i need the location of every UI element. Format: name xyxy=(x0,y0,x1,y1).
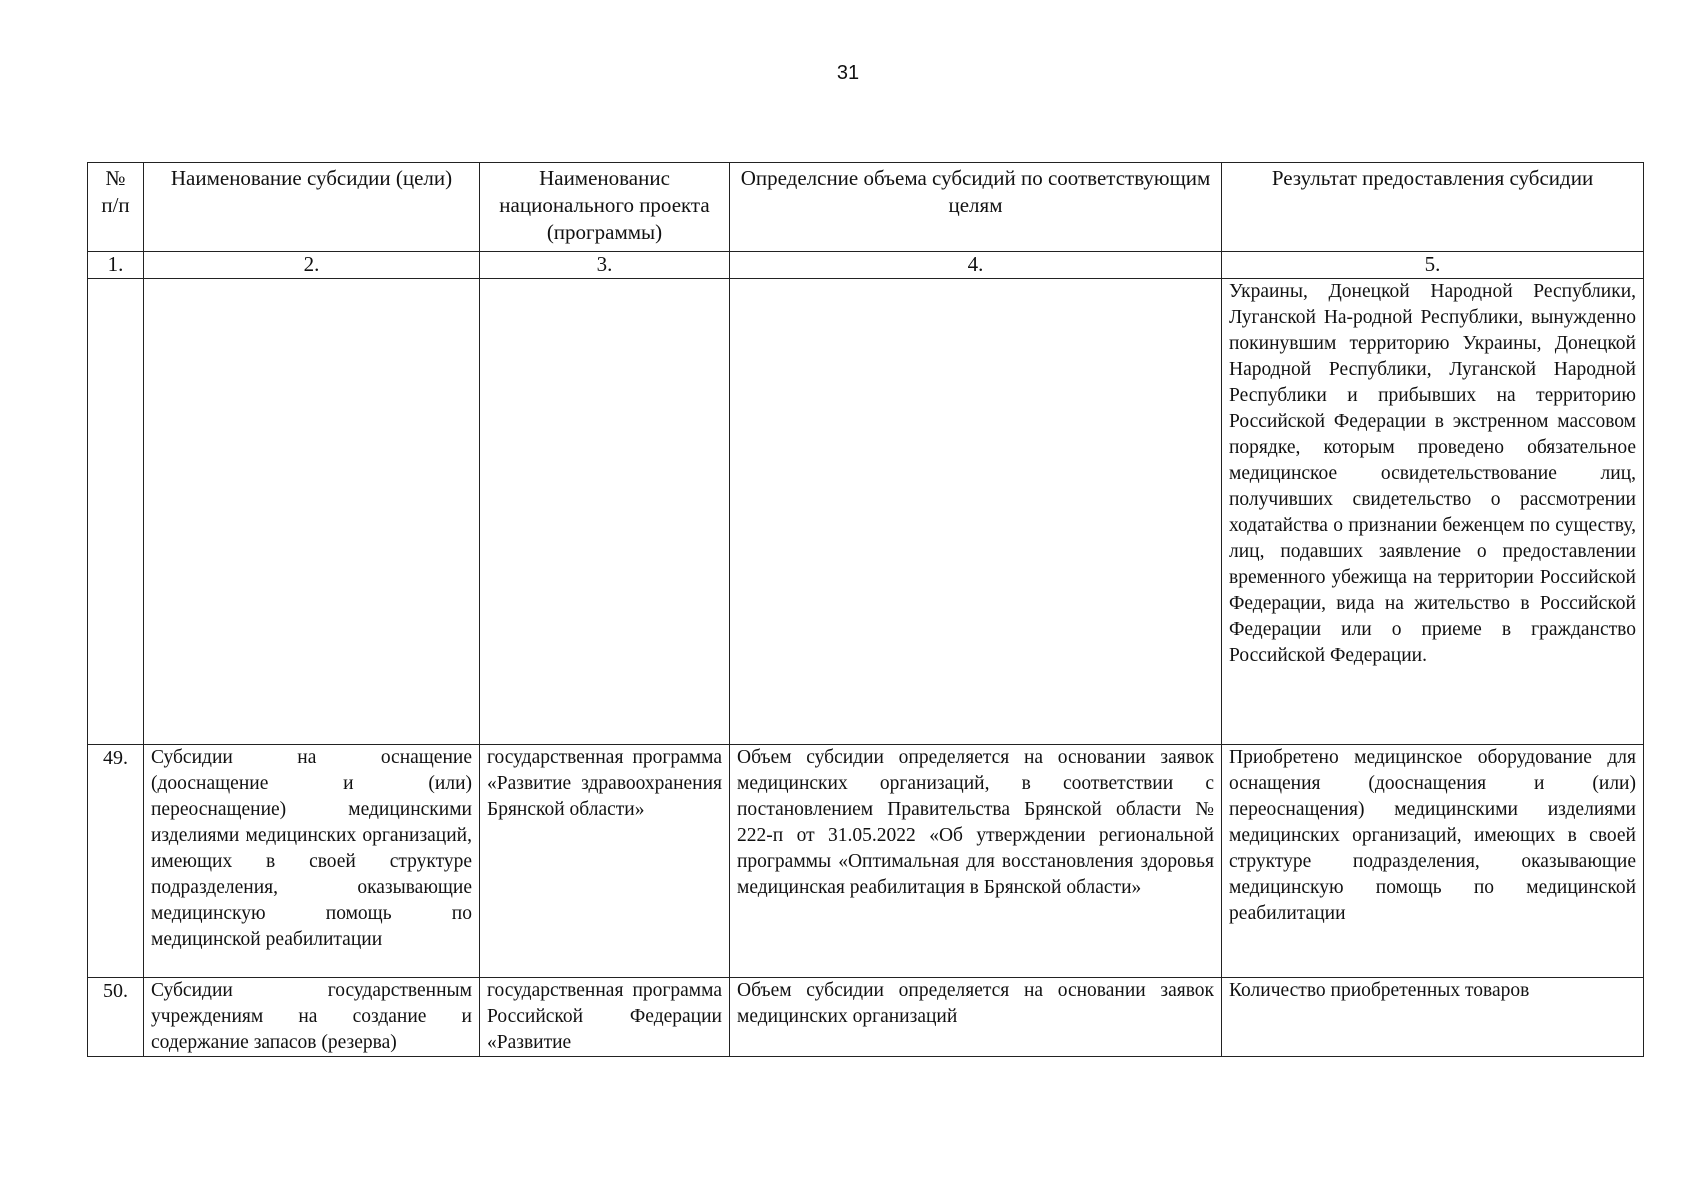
row-number: 50. xyxy=(88,978,144,1057)
empty-cell xyxy=(730,279,1222,745)
table-row xyxy=(88,978,1644,1057)
column-number: 3. xyxy=(480,252,730,279)
header-number: № п/п xyxy=(88,163,144,252)
result-cell: Приобретено медицинское оборудование для оснащения (дооснащения и (или) переоснащения) медицинскими изделиями медицинских организаций, имеющих в своей структуре подразделения, оказывающие медицинскую помощь по медицинской реабилитации xyxy=(1222,745,1644,978)
subsidy-table xyxy=(87,162,1644,1057)
project-cell: государственная программа «Развитие здравоохранения Брянской области» xyxy=(480,745,730,978)
column-numbers-row xyxy=(88,252,1644,279)
empty-cell xyxy=(144,279,480,745)
header-project: Наименованис национального проекта (программы) xyxy=(480,163,730,252)
header-volume-definition: Определсние объема субсидий по соответствующим целям xyxy=(730,163,1222,252)
table-row xyxy=(88,745,1644,978)
header-subsidy-name: Наименование субсидии (цели) xyxy=(144,163,480,252)
empty-cell xyxy=(88,279,144,745)
table-header-row xyxy=(88,163,1644,252)
column-number: 2. xyxy=(144,252,480,279)
header-result: Результат предоставления субсидии xyxy=(1222,163,1644,252)
subsidy-name-cell: Субсидии на оснащение (дооснащение и (или) переоснащение) медицинскими изделиями медицинских организаций, имеющих в своей структуре подразделения, оказывающие медицинскую помощь по медицинской реабилитации xyxy=(144,745,480,978)
row-number: 49. xyxy=(88,745,144,978)
empty-cell xyxy=(480,279,730,745)
column-number: 5. xyxy=(1222,252,1644,279)
result-cell: Количество приобретенных товаров xyxy=(1222,978,1644,1057)
volume-definition-cell: Объем субсидии определяется на основании заявок медицинских организаций, в соответствии с постановлением Правительства Брянской области № 222-п от 31.05.2022 «Об утверждении региональной программы «Оптимальная для восстановления здоровья медицинская реабилитация в Брянской области» xyxy=(730,745,1222,978)
project-cell: государственная программа Российской Федерации «Развитие xyxy=(480,978,730,1057)
subsidy-name-cell: Субсидии государственным учреждениям на создание и содержание запасов (резерва) xyxy=(144,978,480,1057)
column-number: 4. xyxy=(730,252,1222,279)
result-cell: Украины, Донецкой Народной Республики, Луганской На-родной Республики, вынужденно покинувшим территорию Украины, Донецкой Народной Республики, Луганской Народной Республики и прибывших на территорию Российской Федерации в экстренном массовом порядке, которым проведено обязательное медицинское освидетельствование лиц, получивших свидетельство о рассмотрении ходатайства о признании беженцем по существу, лиц, подавших заявление о предоставлении временного убежища на территории Российской Федерации, вида на жительство в Российской Федерации или о приеме в гражданство Российской Федерации. xyxy=(1222,279,1644,745)
volume-definition-cell: Объем субсидии определяется на основании заявок медицинских организаций xyxy=(730,978,1222,1057)
page-number: 31 xyxy=(836,62,860,84)
column-number: 1. xyxy=(88,252,144,279)
table-row-continuation xyxy=(88,279,1644,745)
